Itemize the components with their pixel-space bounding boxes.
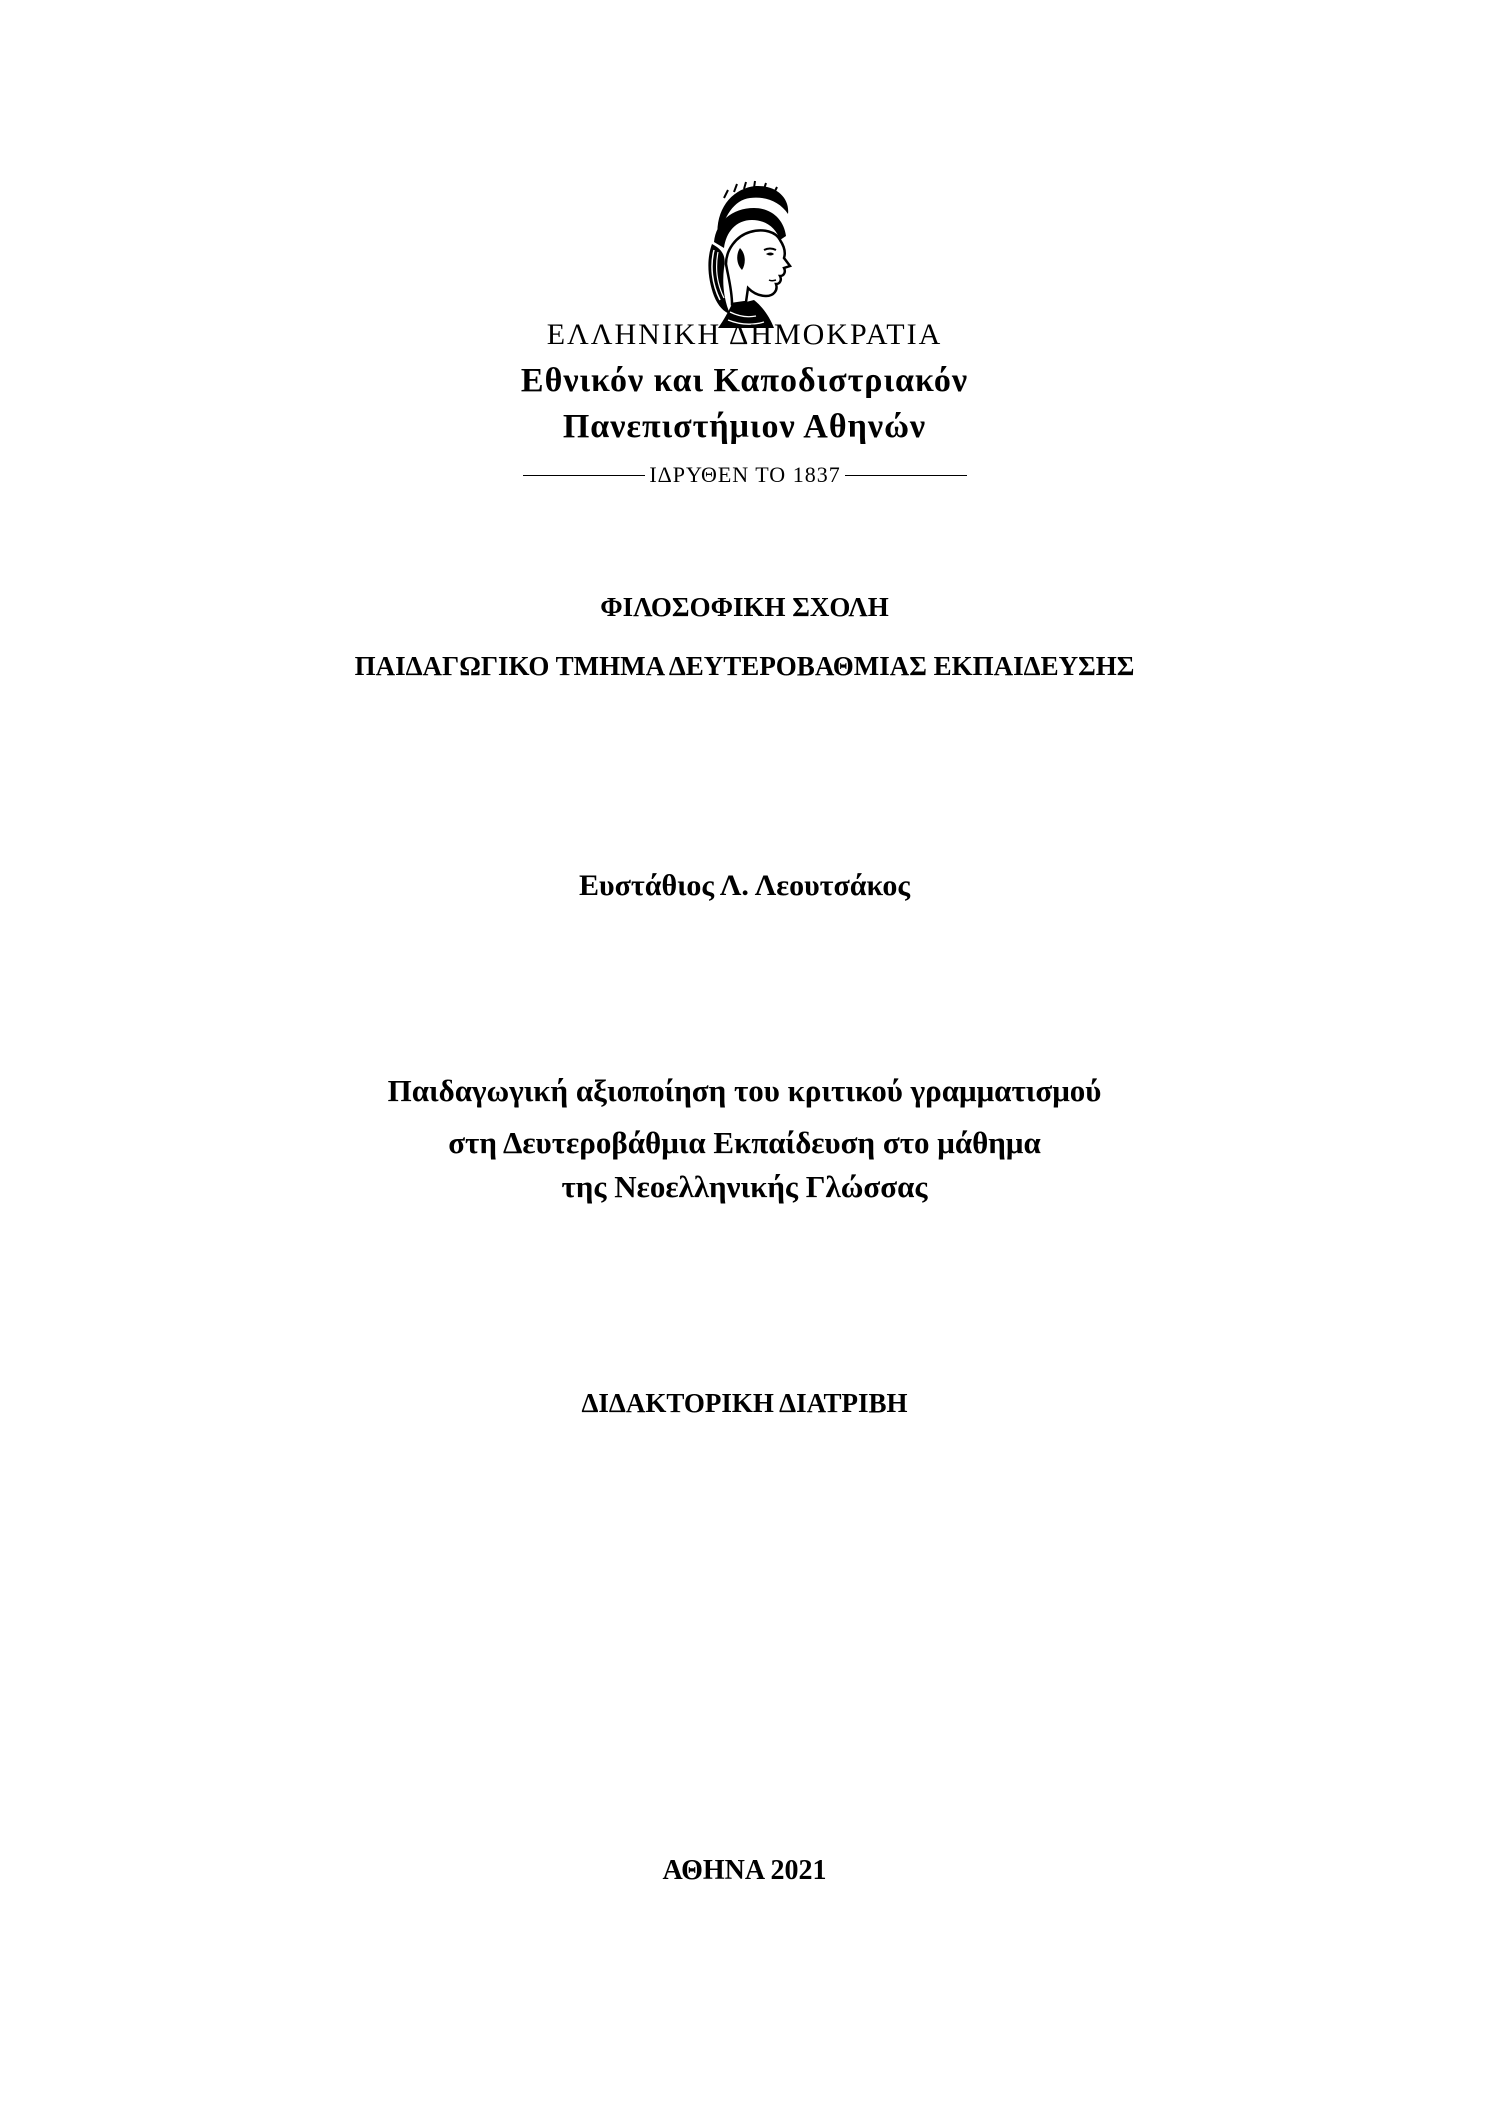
university-name-line-2: Πανεπιστήμιον Αθηνών (562, 408, 927, 445)
thesis-title-line-3: της Νεοελληνικής Γλώσσας (561, 1169, 928, 1204)
place-and-year: ΑΘΗΝΑ 2021 (662, 1855, 827, 1886)
founded-line (523, 460, 967, 490)
document-type: ΔΙΔΑΚΤΟΡΙΚΗ ΔΙΑΤΡΙΒΗ (581, 1388, 908, 1418)
athena-emblem-icon (684, 180, 804, 330)
university-name-line-1: Εθνικόν και Καποδιστριακόν (520, 362, 969, 399)
founded-rule-left (523, 475, 645, 476)
state-name: ΕΛΛΗΝΙΚΗ ΔΗΜΟΚΡΑΤΙΑ (546, 318, 943, 351)
faculty-name: ΦΙΛΟΣΟΦΙΚΗ ΣΧΟΛΗ (600, 592, 889, 622)
founded-text: ΙΔΡΥΘΕΝ ΤΟ 1837 (649, 462, 841, 487)
founded-rule-right (845, 475, 967, 476)
thesis-title-line-2: στη Δευτεροβάθμια Εκπαίδευση στο μάθημα (448, 1125, 1041, 1160)
author-name: Ευστάθιος Λ. Λεουτσάκος (578, 869, 910, 902)
department-name: ΠΑΙΔΑΓΩΓΙΚΟ ΤΜΗΜΑ ΔΕΥΤΕΡΟΒΑΘΜΙΑΣ ΕΚΠΑΙΔΕΥΣΗΣ (354, 651, 1135, 681)
thesis-title-line-1: Παιδαγωγική αξιοποίηση του κριτικού γραμματισμού (387, 1073, 1102, 1108)
